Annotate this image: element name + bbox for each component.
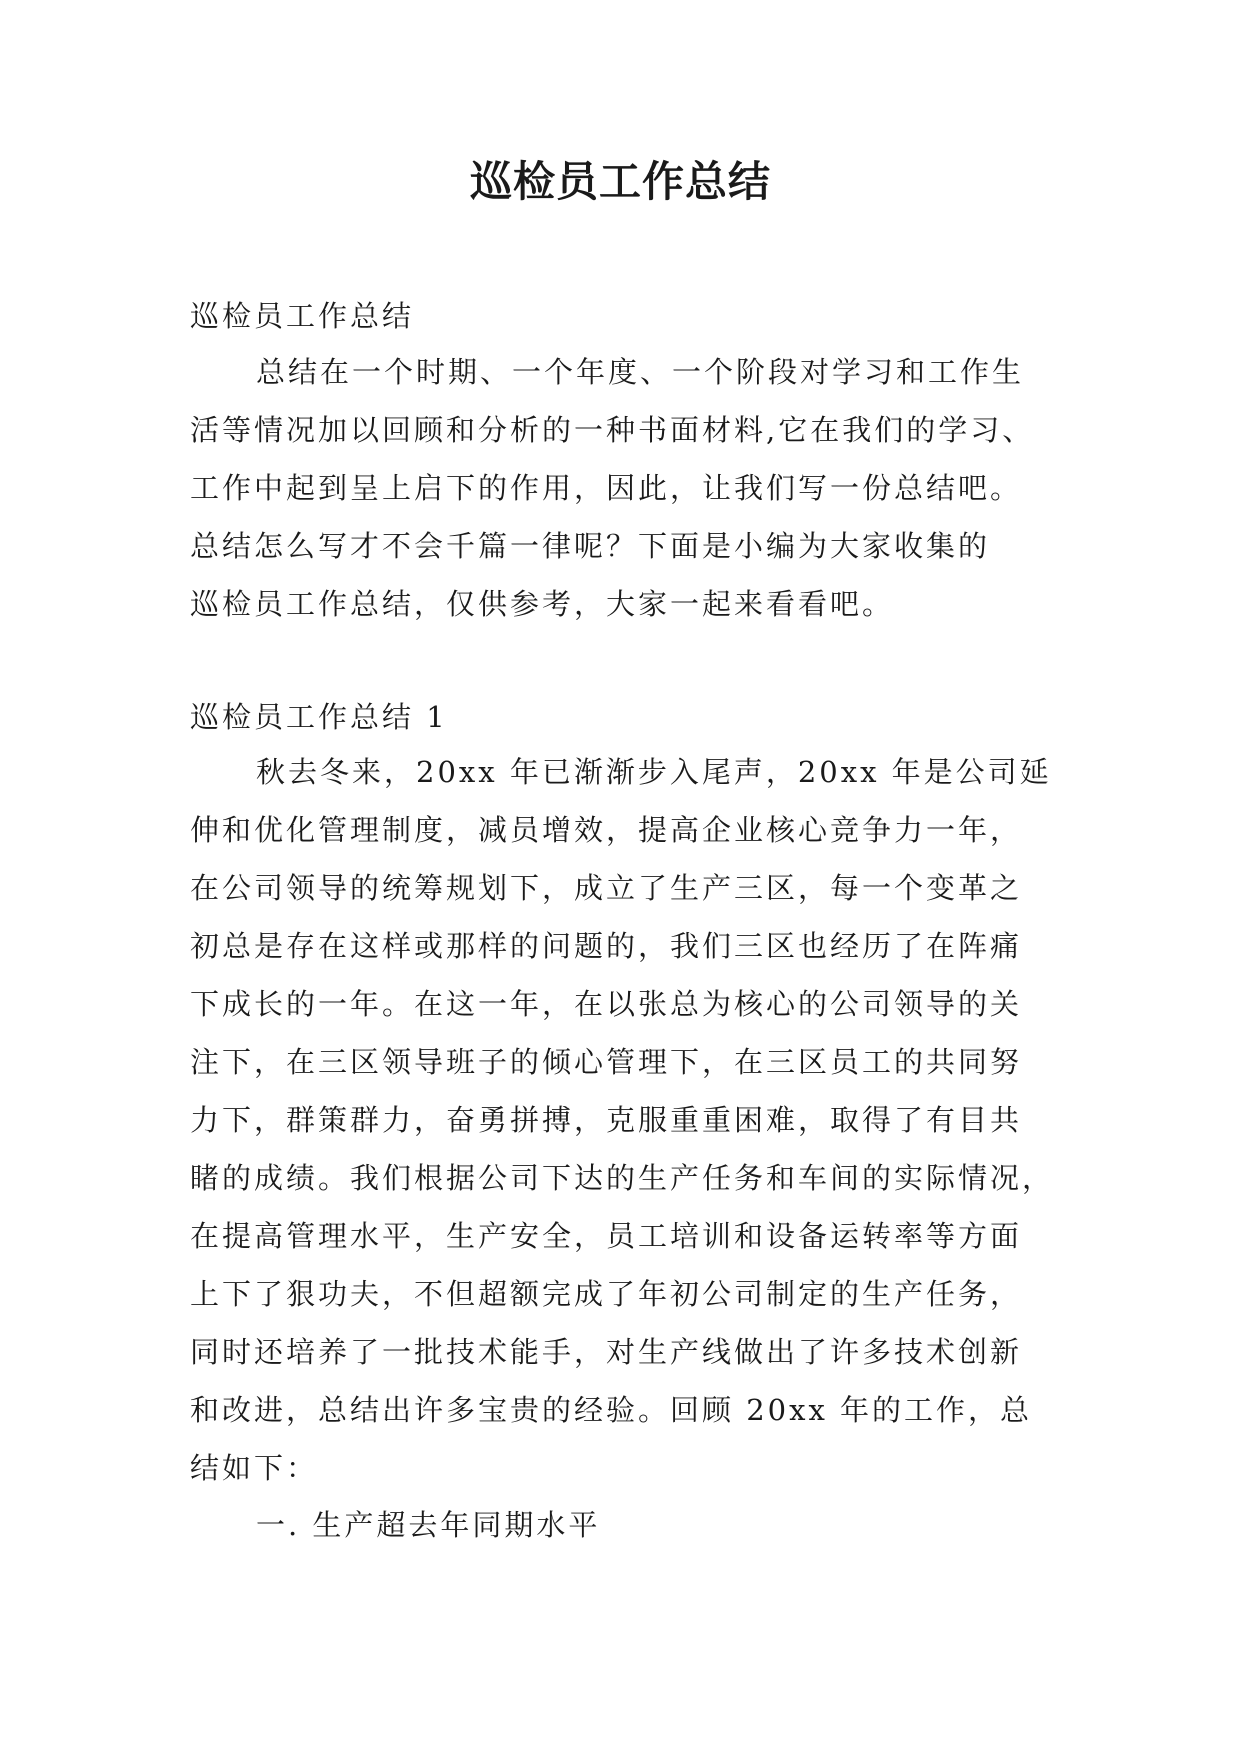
heading-line: 巡检员工作总结 1 xyxy=(190,700,448,734)
paragraph-line: 伸和优化管理制度，减员增效，提高企业核心竞争力一年， xyxy=(190,813,1023,847)
heading-line: 巡检员工作总结 xyxy=(190,299,415,333)
main-paragraph xyxy=(190,743,1070,1497)
intro-paragraph xyxy=(190,343,1070,633)
section-heading xyxy=(190,688,1070,746)
paragraph-line: 秋去冬来，20xx 年已渐渐步入尾声，20xx 年是公司延 xyxy=(256,755,1052,789)
paragraph-line: 注下，在三区领导班子的倾心管理下，在三区员工的共同努 xyxy=(190,1045,1023,1079)
paragraph-line: 活等情况加以回顾和分析的一种书面材料,它在我们的学习、 xyxy=(190,413,1035,447)
paragraph-line: 巡检员工作总结，仅供参考，大家一起来看看吧。 xyxy=(190,587,895,621)
paragraph-line: 上下了狠功夫，不但超额完成了年初公司制定的生产任务， xyxy=(190,1277,1023,1311)
subsection-heading xyxy=(190,1496,1070,1554)
paragraph-line: 初总是存在这样或那样的问题的，我们三区也经历了在阵痛 xyxy=(190,929,1023,963)
paragraph-line: 力下，群策群力，奋勇拼搏，克服重重困难，取得了有目共 xyxy=(190,1103,1023,1137)
paragraph-line: 总结怎么写才不会千篇一律呢？下面是小编为大家收集的 xyxy=(190,529,991,563)
paragraph-line: 和改进，总结出许多宝贵的经验。回顾 20xx 年的工作，总 xyxy=(190,1393,1033,1427)
paragraph-line: 在公司领导的统筹规划下，成立了生产三区，每一个变革之 xyxy=(190,871,1023,905)
paragraph-line: 总结在一个时期、一个年度、一个阶段对学习和工作生 xyxy=(256,355,1025,389)
subsection-line: 一. 生产超去年同期水平 xyxy=(256,1508,601,1542)
document-title: 巡检员工作总结 xyxy=(469,157,771,206)
paragraph-line: 同时还培养了一批技术能手，对生产线做出了许多技术创新 xyxy=(190,1335,1023,1369)
paragraph-line: 睹的成绩。我们根据公司下达的生产任务和车间的实际情况， xyxy=(190,1161,1055,1195)
section-heading xyxy=(190,287,1070,345)
paragraph-line: 在提高管理水平，生产安全，员工培训和设备运转率等方面 xyxy=(190,1219,1023,1253)
paragraph-line: 工作中起到呈上启下的作用，因此，让我们写一份总结吧。 xyxy=(190,471,1023,505)
paragraph-line: 下成长的一年。在这一年，在以张总为核心的公司领导的关 xyxy=(190,987,1023,1021)
paragraph-line: 结如下： xyxy=(190,1451,319,1485)
